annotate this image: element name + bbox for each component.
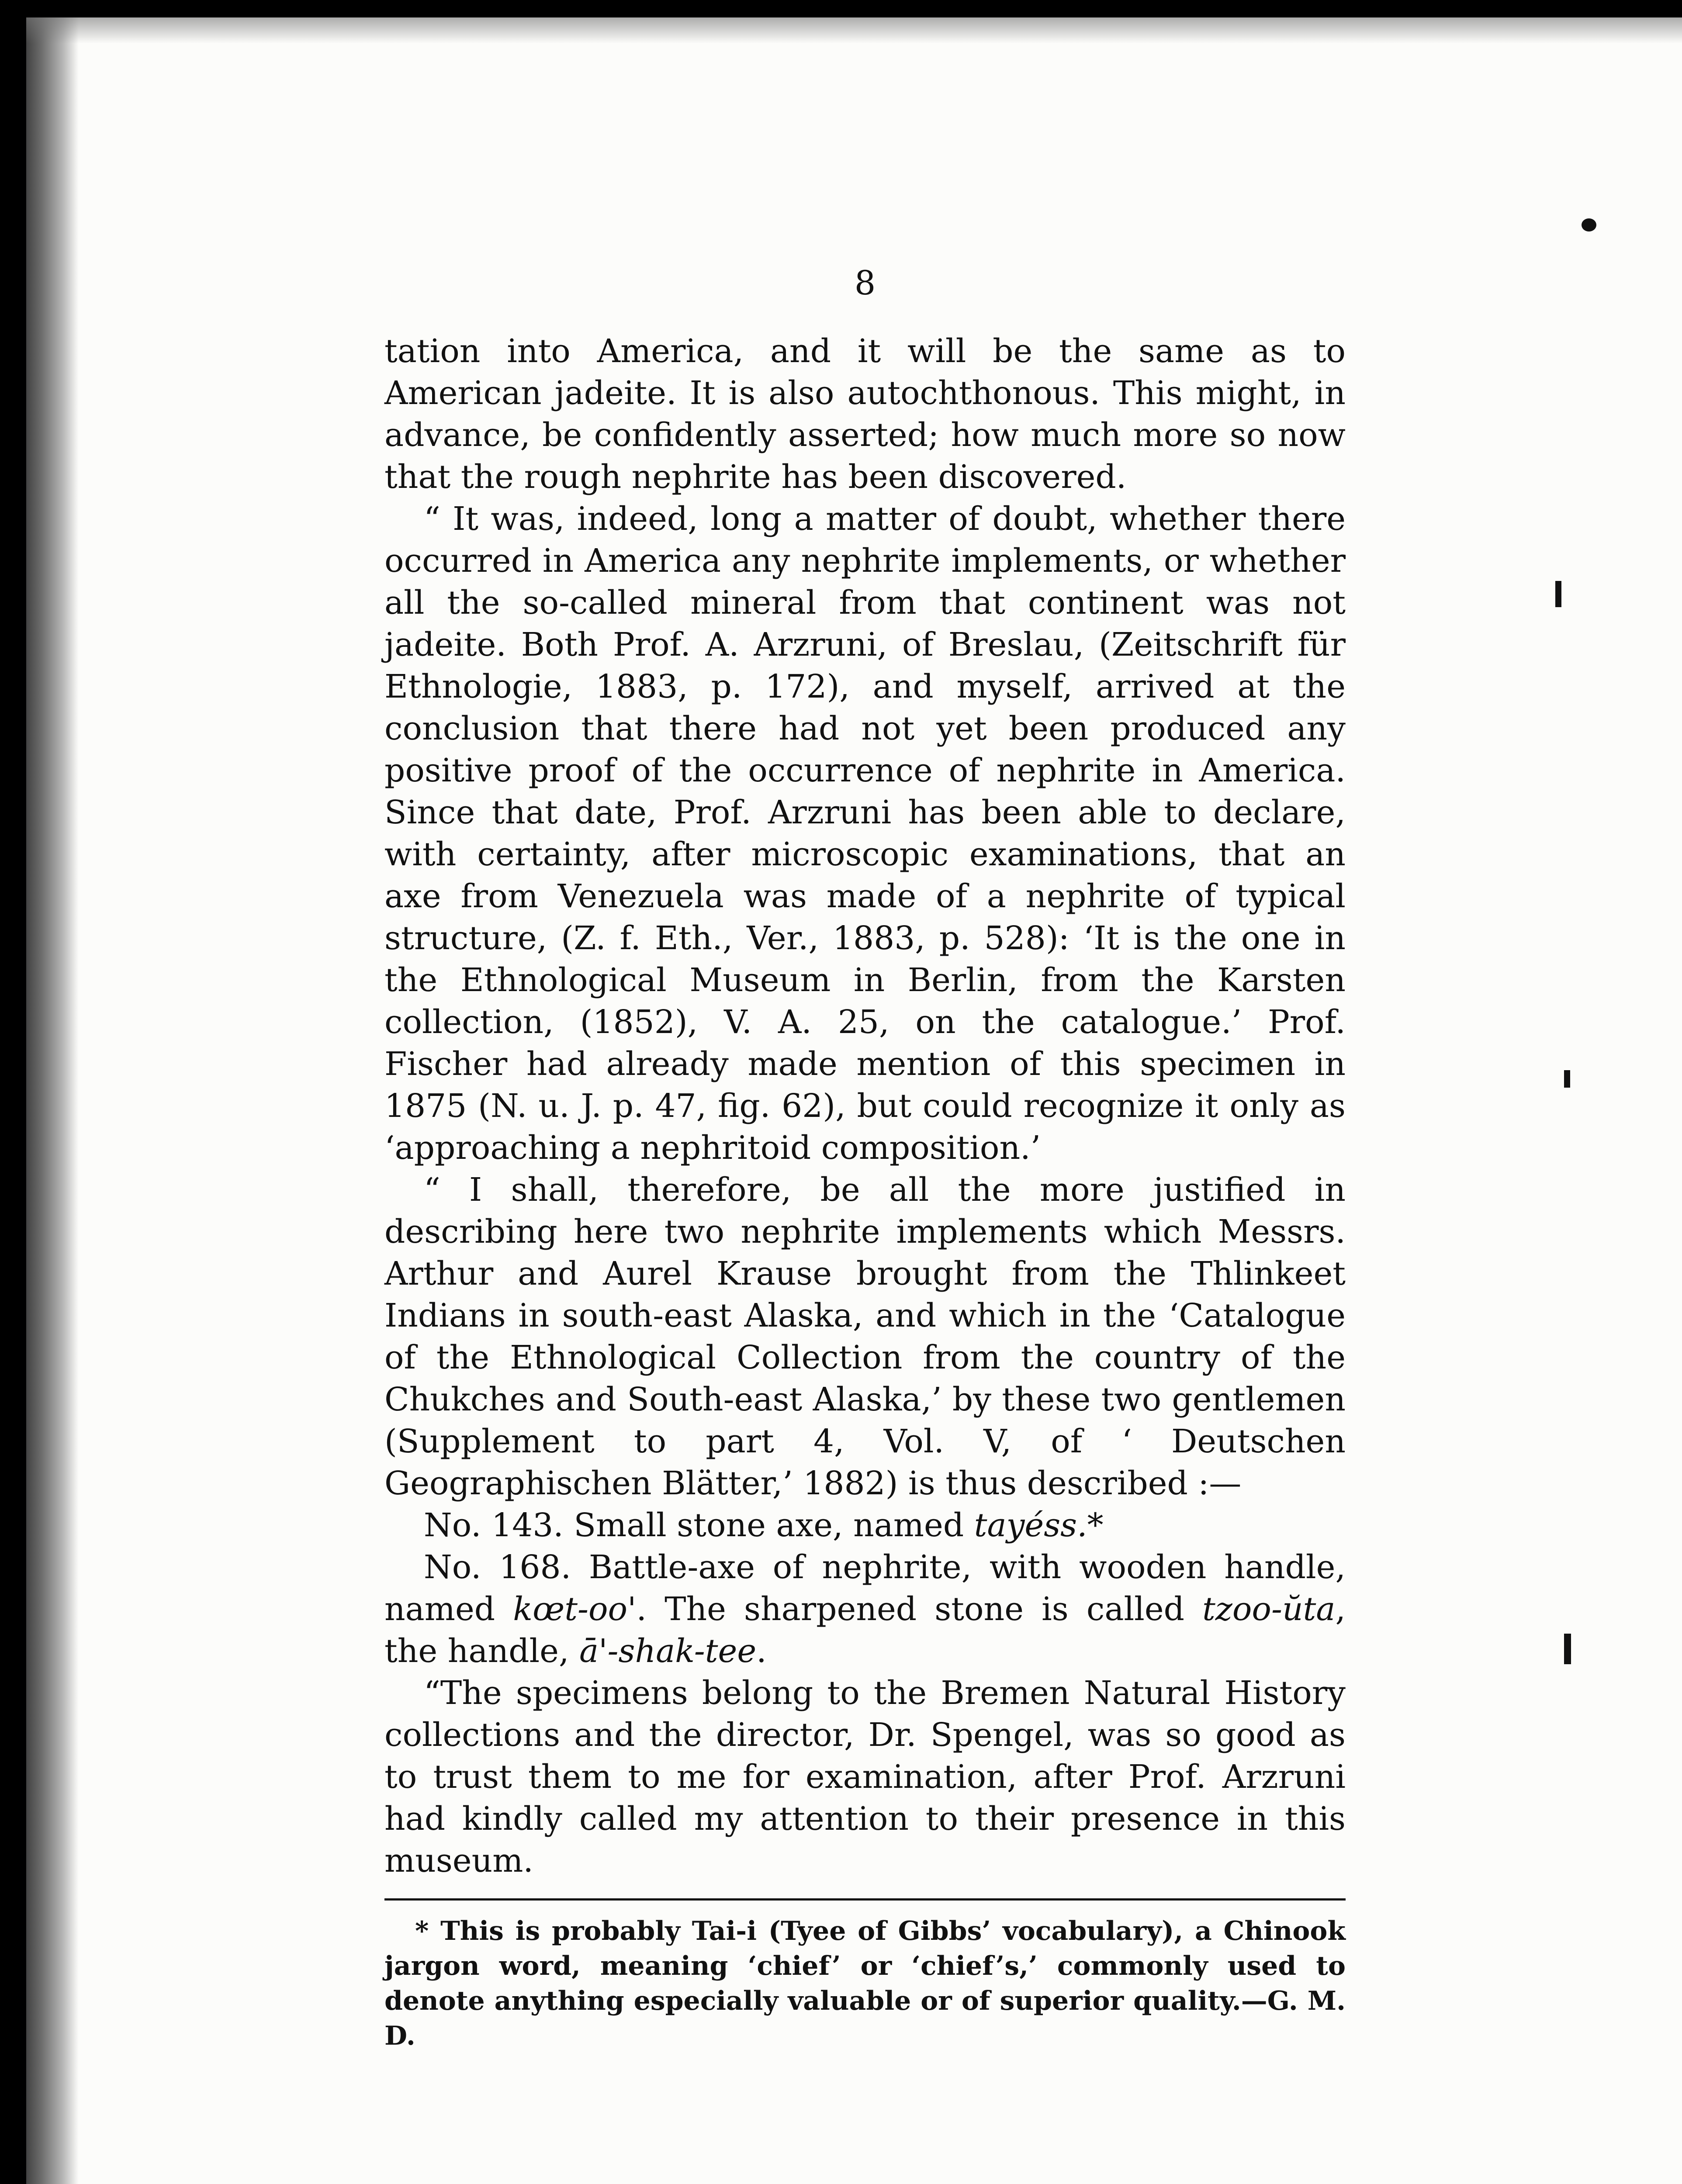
paragraph: “The specimens belong to the Bremen Natural History collections and the director, Dr. Spengel, was so good as to trust them to me for examination, after Prof. Arzruni had kindly called my attention to their presence in this museum.: [384, 1674, 1346, 1880]
scan-speck: [1564, 1634, 1571, 1664]
scanned-page: [26, 17, 1682, 2184]
entry-text: .: [756, 1632, 767, 1670]
scan-speck: [1555, 581, 1561, 607]
entry-native-name: ā'-shak-tee: [579, 1632, 757, 1670]
page-body: [384, 262, 1346, 2053]
paragraph: tation into America, and it will be the same as to American jadeite. It is also autochthonous. This might, in advance, be confidently asserted; how much more so now that the rough nephrite has been discovered.: [384, 332, 1346, 496]
scan-shadow-left: [26, 17, 79, 2184]
paragraph: “ It was, indeed, long a matter of doubt, whether there occurred in America any nephrite implements, or whether all the so-called mineral from that continent was not jadeite. Both Prof. A. Arzruni, of Breslau, (Zeitschrift für Ethnologie, 1883, p. 172), and myself, arrived at the conclusion that there had not yet been produced any positive proof of the occurrence of nephrite in America. Since that date, Prof. Arzruni has been able to declare, with certainty, after microscopic examinations, that an axe from Venezuela was made of a nephrite of typical structure, (Z. f. Eth., Ver., 1883, p. 528): ‘It is the one in the Ethnological Museum in Berlin, from the Karsten collection, (1852), V. A. 25, on the catalogue.’ Prof. Fischer had already made mention of this specimen in 1875 (N. u. J. p. 47, fig. 62), but could recognize it only as ‘approaching a nephritoid composition.’: [384, 500, 1346, 1167]
entry-text: , the handle,: [384, 1590, 1346, 1670]
catalogue-entry-143: [384, 1504, 1346, 1546]
scan-speck: [1564, 1070, 1570, 1088]
paragraph: “ I shall, therefore, be all the more justified in describing here two nephrite implements which Messrs. Arthur and Aurel Krause brought from the Thlinkeet Indians in south-east Alaska, and which in the ‘Catalogue of the Ethnological Collection from the country of the Chukches and South-east Alaska,’ by these two gentlemen (Supplement to part 4, Vol. V, of ‘ Deutschen Geographischen Blätter,’ 1882) is thus described :—: [384, 1171, 1346, 1502]
entry-native-name: tzoo-ŭta: [1202, 1590, 1336, 1628]
entry-text: No. 143. Small stone axe, named: [424, 1507, 974, 1544]
scan-speck: [1582, 218, 1596, 232]
entry-text: No. 168. Battle-axe of nephrite, with wooden handle, named: [384, 1548, 1346, 1628]
entry-native-name: kœt-oo': [513, 1590, 637, 1628]
footnote: * This is probably Tai-i (Tyee of Gibbs’ vocabulary), a Chinook jargon word, meaning ‘chief’ or ‘chief’s,’ commonly used to denote anything especially valuable or of superior quality.—G. M. D.: [384, 1916, 1346, 2051]
footnote-marker: *: [1087, 1507, 1104, 1544]
page-number: 8: [854, 263, 876, 302]
entry-text: . The sharpened stone is called: [636, 1590, 1203, 1628]
scan-shadow-top: [26, 17, 1682, 44]
entry-native-name: tayéss.: [974, 1507, 1087, 1544]
catalogue-entry-168: [384, 1546, 1346, 1672]
footnote-rule: [384, 1898, 1346, 1901]
